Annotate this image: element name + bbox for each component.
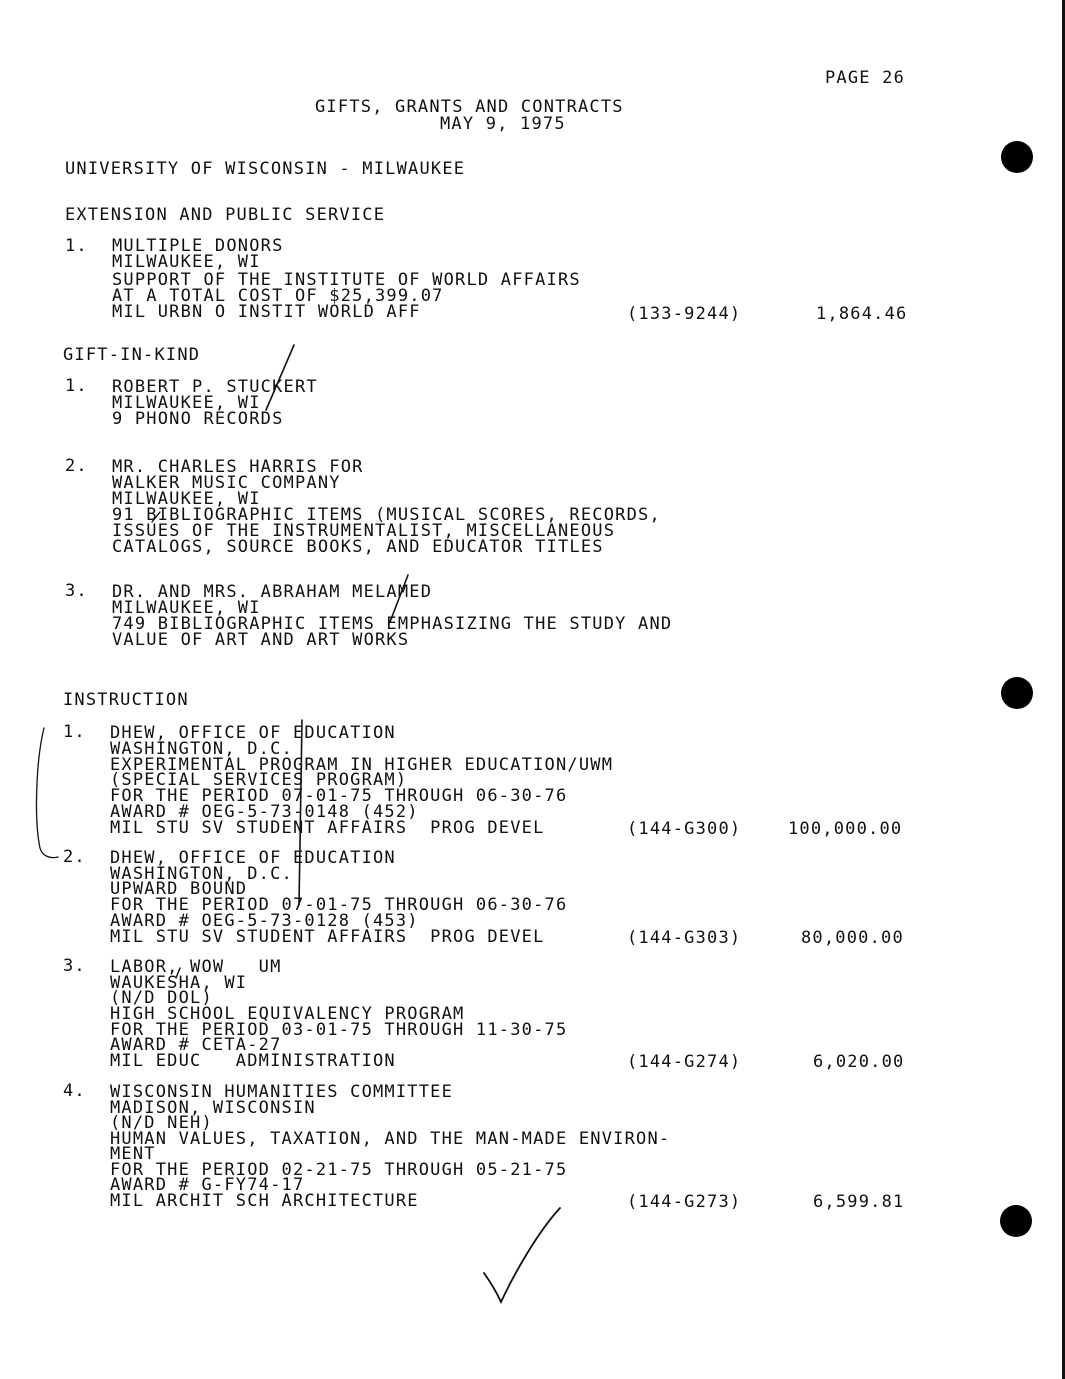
item-line: HIGH SCHOOL EQUIVALENCY PROGRAM [110,1004,465,1024]
item-line: HUMAN VALUES, TAXATION, AND THE MAN-MADE ENVIRON- [110,1129,671,1149]
item-line: ISSUES OF THE INSTRUMENTALIST, MISCELLANEOUS [112,521,616,541]
item-number: 1. [65,376,88,396]
item-line: EXPERIMENTAL PROGRAM IN HIGHER EDUCATION/UWM [110,755,614,775]
item-line: VALUE OF ART AND ART WORKS [112,630,410,650]
item-line: DHEW, OFFICE OF EDUCATION [110,848,396,868]
amount: 1,864.46 [816,304,908,324]
checkmark-icon [484,1208,560,1302]
item-number: 1. [65,236,88,256]
pen-tick-mark [266,345,294,410]
item-number: 2. [65,456,88,476]
item-line: MIL STU SV STUDENT AFFAIRS PROG DEVEL [110,927,545,947]
item-line: AWARD # G-FY74-17 [110,1175,305,1195]
item-line: WASHINGTON, D.C. [110,739,293,759]
account-code: (133-9244) [627,304,742,324]
item-line: MENT [110,1144,156,1164]
account-code: (144-G274) [627,1052,742,1072]
section-heading-extension: EXTENSION AND PUBLIC SERVICE [65,205,386,225]
item-number: 3. [65,581,88,601]
pen-tick-mark [390,575,408,622]
item-line: AT A TOTAL COST OF $25,399.07 [112,286,444,306]
item-line: MILWAUKEE, WI [112,598,261,618]
pen-tick-mark [152,512,160,522]
item-line: WASHINGTON, D.C. [110,864,293,884]
item-line: UPWARD BOUND [110,879,248,899]
item-line: AWARD # OEG-5-73-0128 (453) [110,911,419,931]
item-line: MIL STU SV STUDENT AFFAIRS PROG DEVEL [110,818,545,838]
item-line: AWARD # CETA-27 [110,1035,282,1055]
amount: 80,000.00 [801,928,904,948]
item-line: DHEW, OFFICE OF EDUCATION [110,723,396,743]
item-line: 749 BIBLIOGRAPHIC ITEMS EMPHASIZING THE STUDY AND [112,614,673,634]
pen-tick-mark [176,968,180,978]
amount: 6,020.00 [813,1052,905,1072]
item-line: CATALOGS, SOURCE BOOKS, AND EDUCATOR TITLES [112,537,604,557]
item-line: (N/D DOL) [110,988,213,1008]
item-line: MILWAUKEE, WI [112,252,261,272]
item-number: 1. [63,722,86,742]
item-line: WAUKESHA, WI [110,973,248,993]
item-line: FOR THE PERIOD 07-01-75 THROUGH 06-30-76 [110,895,568,915]
item-line: MILWAUKEE, WI [112,393,261,413]
item-line: MIL URBN O INSTIT WORLD AFF [112,302,421,322]
document-title: GIFTS, GRANTS AND CONTRACTS [315,97,624,117]
item-line: FOR THE PERIOD 03-01-75 THROUGH 11-30-75 [110,1020,568,1040]
pen-vertical-line [299,720,302,905]
item-line: LABOR, WOW UM [110,957,282,977]
section-heading-gift-in-kind: GIFT-IN-KIND [63,345,201,365]
section-heading-instruction: INSTRUCTION [63,690,189,710]
item-line: MILWAUKEE, WI [112,489,261,509]
item-line: AWARD # OEG-5-73-0148 (452) [110,802,419,822]
item-line: MR. CHARLES HARRIS FOR [112,457,364,477]
account-code: (144-G303) [627,928,742,948]
account-code: (144-G300) [627,819,742,839]
item-line: SUPPORT OF THE INSTITUTE OF WORLD AFFAIRS [112,270,581,290]
item-line: 91 BIBLIOGRAPHIC ITEMS (MUSICAL SCORES, RECORDS, [112,505,661,525]
item-line: MIL ARCHIT SCH ARCHITECTURE [110,1191,419,1211]
item-line: DR. AND MRS. ABRAHAM MELAMED [112,582,433,602]
item-number: 2. [63,847,86,867]
item-line: MULTIPLE DONORS [112,236,284,256]
amount: 100,000.00 [788,819,903,839]
item-line: (N/D NEH) [110,1113,213,1133]
item-line: MIL EDUC ADMINISTRATION [110,1051,396,1071]
pen-bracket [37,728,58,858]
item-line: FOR THE PERIOD 07-01-75 THROUGH 06-30-76 [110,786,568,806]
item-line: (SPECIAL SERVICES PROGRAM) [110,770,408,790]
item-line: FOR THE PERIOD 02-21-75 THROUGH 05-21-75 [110,1160,568,1180]
item-line: ROBERT P. STUCKERT [112,377,318,397]
item-number: 3. [63,956,86,976]
account-code: (144-G273) [627,1192,742,1212]
item-line: MADISON, WISCONSIN [110,1098,316,1118]
document-date: MAY 9, 1975 [440,114,566,134]
institution-name: UNIVERSITY OF WISCONSIN - MILWAUKEE [65,159,466,179]
amount: 6,599.81 [813,1192,905,1212]
page-label: PAGE 26 [825,68,906,88]
item-line: WISCONSIN HUMANITIES COMMITTEE [110,1082,454,1102]
item-line: WALKER MUSIC COMPANY [112,473,341,493]
item-number: 4. [63,1081,86,1101]
item-line: 9 PHONO RECORDS [112,409,284,429]
